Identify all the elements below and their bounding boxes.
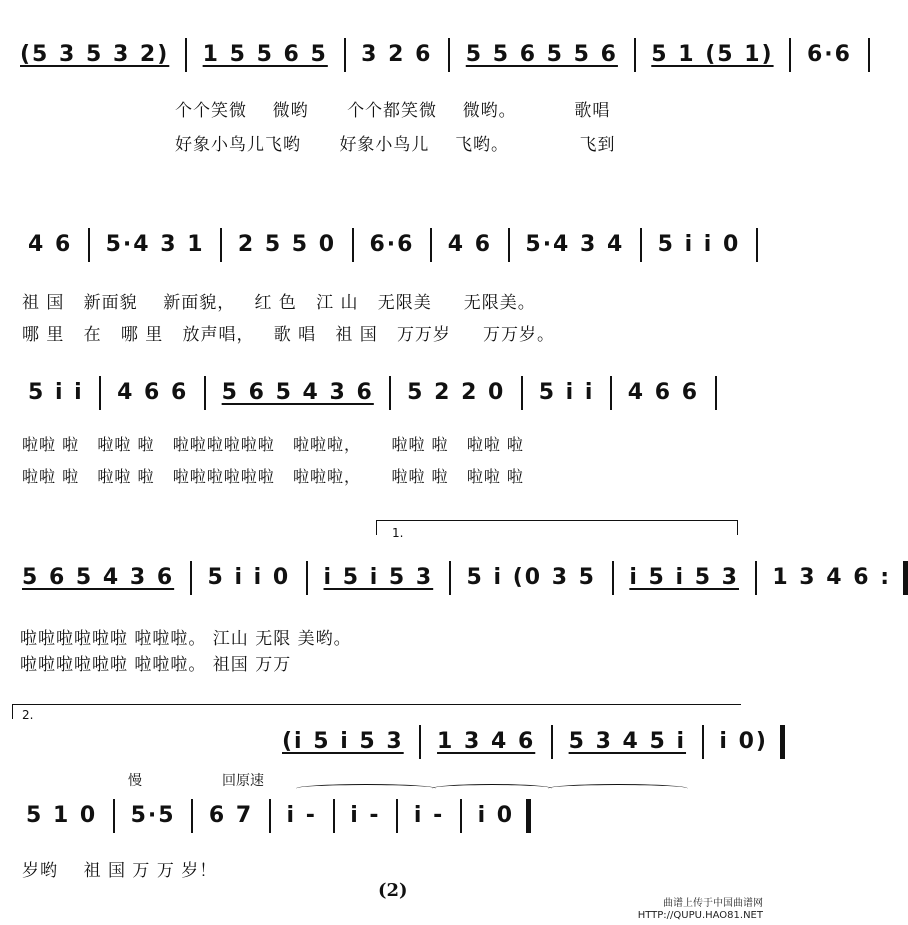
score-row-5 [26, 796, 531, 836]
barline [333, 799, 335, 833]
volta-bracket-1 [376, 520, 738, 535]
barline [508, 228, 510, 262]
volta-label: 2. [22, 708, 34, 722]
lyric-word: 啦啦 啦 [22, 467, 80, 486]
measure: (i 5 i 5 3 [282, 729, 404, 754]
measure: 5 1 0 [26, 803, 98, 828]
barline [306, 561, 308, 595]
lyric-word: 啦啦啦啦啦啦 [172, 467, 275, 486]
lyric-line [22, 288, 536, 313]
lyric-word: 飞到 [579, 135, 616, 155]
lyric-word: 祖 国 [22, 293, 65, 313]
lyric-line [175, 130, 616, 155]
repeat-end-barline [903, 561, 908, 595]
lyric-word: 个个都笑微 [347, 101, 438, 121]
barline [220, 228, 222, 262]
measure: 6·6 [369, 232, 415, 257]
barline [789, 38, 791, 72]
barline [756, 228, 758, 262]
measure: 6 7 [208, 803, 254, 828]
lyric-word: 哪 里 [120, 325, 164, 345]
tie-arc [548, 784, 688, 793]
lyric-word: 啦啦啦， [293, 467, 362, 486]
tempo-mark-resume: 回原速 [222, 773, 264, 789]
lyric-word: 无限美。 [463, 293, 536, 313]
measure: 4 6 [447, 232, 493, 257]
footer-line: HTTP://QUPU.HAO81.NET [637, 910, 763, 921]
measure: 5 1 (5 1) [651, 42, 774, 67]
barline [191, 799, 193, 833]
lyric-word: 歌 唱 [273, 325, 317, 345]
measure: 5 2 2 0 [407, 380, 506, 405]
lyric-word: 新面貌， [163, 293, 236, 313]
lyric-word: 微哟。 [462, 101, 517, 121]
lyric-line: 岁哟 祖 国 万 万 岁！ [22, 861, 218, 881]
measure: i 5 i 5 3 [323, 565, 434, 590]
measure: 1 5 5 6 5 [202, 42, 328, 67]
measure: 5 i i [28, 380, 84, 405]
measure: 6·6 [806, 42, 852, 67]
barline [634, 38, 636, 72]
lyric-word: 啦啦 啦 [466, 467, 524, 486]
lyric-word: 江 山 [316, 293, 359, 313]
score-intro-row [282, 722, 785, 762]
lyric-line [22, 464, 524, 487]
lyric-word: 万万岁 [396, 325, 451, 345]
lyric-line [22, 432, 524, 455]
measure: 5·4 3 4 [525, 232, 625, 257]
barline [460, 799, 462, 833]
lyric-word: 红 色 [254, 293, 297, 313]
barline [419, 725, 421, 759]
lyric-word: 歌唱 [574, 101, 611, 121]
barline [610, 376, 612, 410]
volta-label: 1. [392, 526, 404, 540]
lyric-word: 微哟 [272, 101, 309, 121]
end-barline [780, 725, 785, 759]
lyric-word: 祖 国 [335, 325, 378, 345]
barline [113, 799, 115, 833]
barline [430, 228, 432, 262]
measure: 5 3 4 5 i [568, 729, 687, 754]
score-row-2 [28, 225, 764, 265]
measure: 5 i i 0 [657, 232, 741, 257]
measure: 5 i (0 3 5 [466, 565, 596, 590]
measure: 5 i i [538, 380, 595, 405]
barline [269, 799, 271, 833]
measure: i - [350, 803, 381, 828]
measure: i 5 i 5 3 [629, 565, 739, 590]
lyric-word: 无限美 [377, 293, 432, 313]
lyric-word: 新面貌 [83, 293, 138, 313]
barline [99, 376, 101, 410]
lyric-word: 啦啦 啦 [391, 467, 449, 486]
score-row-4 [22, 558, 908, 598]
measure: 4 6 [28, 232, 73, 257]
lyric-word: 放声唱， [182, 325, 255, 345]
measure: 4 6 6 [117, 380, 189, 405]
measure: 5 6 5 4 3 6 [221, 380, 374, 405]
barline [389, 376, 391, 410]
barline [344, 38, 346, 72]
score-row-1 [20, 35, 876, 75]
lyric-word: 好象小鸟儿 [339, 135, 430, 155]
lyric-word: 好象小鸟儿飞哟 [175, 135, 301, 155]
lyric-word: 啦啦 啦 [97, 435, 155, 454]
lyric-line [22, 320, 555, 345]
lyric-word: 哪 里 [22, 325, 65, 345]
measure: 1 3 4 6 [437, 729, 536, 754]
lyric-word: 啦啦 啦 [97, 467, 155, 486]
measure: i 0) [719, 729, 768, 754]
measure: 5 i i 0 [207, 565, 291, 590]
lyric-line [175, 96, 610, 121]
lyric-line: 啦啦啦啦啦啦 啦啦啦。 祖国 万万 [20, 655, 292, 675]
measure: 5 6 5 4 3 6 [22, 565, 175, 590]
barline [755, 561, 757, 595]
barline [868, 38, 870, 72]
barline [190, 561, 192, 595]
barline [448, 38, 450, 72]
barline [352, 228, 354, 262]
measure: 1 3 4 6 : [772, 565, 892, 590]
measure: (5 3 5 3 2) [20, 42, 170, 67]
lyric-word: 啦啦 啦 [466, 435, 524, 454]
tempo-mark-slow: 慢 [128, 773, 142, 789]
measure: i - [286, 803, 317, 828]
barline [88, 228, 90, 262]
measure: i - [413, 803, 445, 828]
lyric-word: 啦啦啦， [293, 435, 362, 454]
lyric-word: 个个笑微 [175, 101, 247, 121]
measure: 4 6 6 [627, 380, 700, 405]
lyric-word: 在 [83, 325, 102, 345]
measure: 2 5 5 0 [237, 232, 337, 257]
measure: 5·4 3 1 [105, 232, 205, 257]
barline [640, 228, 642, 262]
barline [204, 376, 206, 410]
barline [449, 561, 451, 595]
lyric-word: 飞哟。 [455, 135, 510, 155]
lyric-word: 啦啦 啦 [391, 435, 449, 454]
footer-line: 曲谱上传于中国曲谱网 [663, 898, 763, 909]
lyric-word: 啦啦 啦 [22, 435, 80, 454]
measure: 5 5 6 5 5 6 [465, 42, 618, 67]
page-number: (2) [378, 880, 408, 901]
tie-arc [296, 784, 436, 793]
score-row-3 [28, 373, 723, 413]
measure: i 0 [477, 803, 515, 828]
barline [521, 376, 523, 410]
measure: 3 2 6 [361, 42, 433, 67]
lyric-word: 万万岁。 [482, 325, 555, 345]
barline [396, 799, 398, 833]
barline [551, 725, 553, 759]
lyric-line: 啦啦啦啦啦啦 啦啦啦。 江山 无限 美哟。 [20, 629, 352, 649]
watermark-footer [638, 898, 763, 922]
measure: 5·5 [130, 803, 176, 828]
tie-arc [432, 784, 552, 793]
lyric-word: 啦啦啦啦啦啦 [172, 435, 275, 454]
barline [702, 725, 704, 759]
end-barline [526, 799, 531, 833]
barline [715, 376, 717, 410]
volta-bracket-2 [12, 704, 741, 719]
barline [185, 38, 187, 72]
barline [612, 561, 614, 595]
